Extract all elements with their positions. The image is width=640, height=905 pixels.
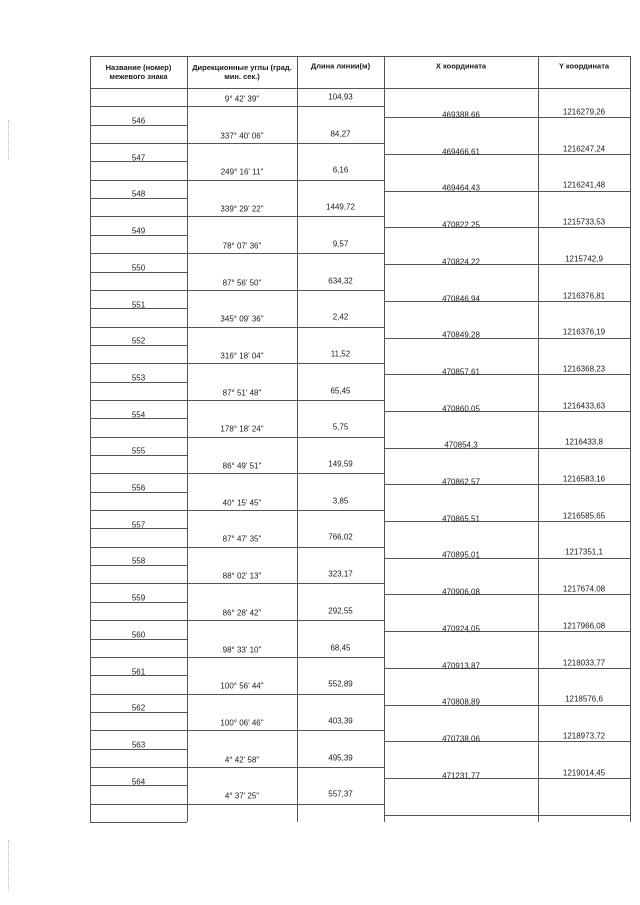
row-line xyxy=(90,694,187,695)
direction-angle: 87° 47' 35" xyxy=(222,534,262,544)
direction-angle: 78° 07' 36" xyxy=(222,241,262,251)
row-line xyxy=(384,594,630,595)
row-line xyxy=(187,620,384,621)
direction-angle: 316° 18' 04" xyxy=(220,351,264,361)
x-coordinate: 471231,77 xyxy=(442,771,480,781)
y-coordinate: 1216241,48 xyxy=(562,180,606,190)
line-length: 3,85 xyxy=(332,496,349,506)
row-line xyxy=(187,143,384,144)
row-line xyxy=(384,558,630,559)
boundary-mark-name: 553 xyxy=(131,373,146,383)
boundary-mark-name: 563 xyxy=(131,740,146,750)
row-line xyxy=(187,510,384,511)
y-coordinate: 1216433,8 xyxy=(565,437,603,447)
y-coordinate: 1216583,16 xyxy=(562,474,606,484)
direction-angle: 178° 18' 24" xyxy=(220,424,264,434)
row-line xyxy=(90,822,187,823)
header-bottom-border xyxy=(90,88,630,89)
boundary-mark-name: 557 xyxy=(131,520,146,530)
row-line xyxy=(384,374,630,375)
row-line xyxy=(187,106,384,107)
line-length: 1449,72 xyxy=(326,202,355,212)
row-line xyxy=(187,253,384,254)
row-line xyxy=(384,705,630,706)
row-line xyxy=(384,411,630,412)
line-length: 6,16 xyxy=(332,165,349,175)
x-coordinate: 470860,05 xyxy=(442,404,480,414)
row-line xyxy=(90,767,187,768)
line-length: 11,52 xyxy=(330,349,351,359)
row-line xyxy=(187,767,384,768)
line-length: 292,55 xyxy=(328,606,353,616)
row-line xyxy=(187,327,384,328)
row-line xyxy=(384,264,630,265)
boundary-mark-name: 564 xyxy=(131,777,146,787)
x-coordinate: 469464,43 xyxy=(442,183,480,193)
line-length: 403,39 xyxy=(328,716,353,726)
line-length: 104,93 xyxy=(328,92,353,102)
x-coordinate: 470738,06 xyxy=(442,734,480,744)
boundary-mark-name: 560 xyxy=(131,630,146,640)
row-line xyxy=(384,191,630,192)
row-line xyxy=(90,216,187,217)
direction-angle: 100° 56' 44" xyxy=(220,681,264,691)
x-coordinate: 470895,01 xyxy=(442,550,480,560)
y-coordinate: 1216376,81 xyxy=(562,291,606,301)
direction-angle: 100° 06' 46" xyxy=(220,718,264,728)
row-line xyxy=(90,290,187,291)
row-line xyxy=(187,437,384,438)
column-header: X координата xyxy=(435,61,487,71)
line-length: 552,89 xyxy=(328,679,353,689)
row-line xyxy=(384,741,630,742)
x-coordinate: 470854,3 xyxy=(444,440,478,450)
row-line xyxy=(384,301,630,302)
row-line xyxy=(90,106,187,107)
y-coordinate: 1216376,19 xyxy=(562,327,606,337)
boundary-mark-name: 554 xyxy=(131,410,146,420)
x-coordinate: 470824,22 xyxy=(442,257,480,267)
row-line xyxy=(187,730,384,731)
row-line xyxy=(187,216,384,217)
line-length: 766,02 xyxy=(328,532,353,542)
y-coordinate: 1216368,23 xyxy=(562,364,606,374)
row-line xyxy=(384,815,630,816)
row-line xyxy=(187,694,384,695)
row-line xyxy=(187,547,384,548)
line-length: 2,42 xyxy=(332,312,349,322)
y-coordinate: 1218973,72 xyxy=(562,731,606,741)
y-coordinate: 1217674,08 xyxy=(562,584,606,594)
direction-angle: 87° 56' 50" xyxy=(222,278,262,287)
y-coordinate: 1216585,65 xyxy=(562,511,606,521)
row-line xyxy=(384,154,630,155)
row-line xyxy=(187,180,384,181)
x-coordinate: 470913,87 xyxy=(442,661,480,671)
line-length: 68,45 xyxy=(330,643,351,652)
row-line xyxy=(187,804,384,805)
column-divider xyxy=(384,56,385,822)
row-line xyxy=(384,484,630,485)
boundary-mark-name: 552 xyxy=(131,336,146,346)
scan-margin-mark xyxy=(8,840,9,890)
column-divider xyxy=(187,56,188,822)
row-line xyxy=(90,657,187,658)
direction-angle: 339° 29' 22" xyxy=(220,204,264,214)
row-line xyxy=(90,583,187,584)
row-line xyxy=(90,363,187,364)
row-line xyxy=(90,180,187,181)
row-line xyxy=(187,400,384,401)
boundary-mark-name: 555 xyxy=(131,446,146,456)
column-divider xyxy=(297,56,298,822)
x-coordinate: 470808,89 xyxy=(442,697,480,707)
line-length: 323,17 xyxy=(328,569,353,579)
direction-angle: 249° 16' 11" xyxy=(220,167,264,177)
row-line xyxy=(384,117,630,118)
boundary-mark-name: 558 xyxy=(131,556,146,566)
y-coordinate: 1218576,6 xyxy=(565,694,603,704)
row-line xyxy=(384,778,630,779)
line-length: 5,75 xyxy=(332,422,349,432)
boundary-mark-name: 549 xyxy=(131,226,146,236)
column-divider xyxy=(538,56,539,822)
boundary-mark-name: 547 xyxy=(131,153,146,163)
row-line xyxy=(187,583,384,584)
row-line xyxy=(384,227,630,228)
column-header: Длина линии(м) xyxy=(310,61,371,71)
x-coordinate: 470865,51 xyxy=(442,514,480,524)
row-line xyxy=(384,338,630,339)
boundary-mark-name: 548 xyxy=(131,189,146,199)
row-line xyxy=(90,804,187,805)
y-coordinate: 1216247,24 xyxy=(562,144,606,154)
row-line xyxy=(90,143,187,144)
row-line xyxy=(90,473,187,474)
y-coordinate: 1216279,26 xyxy=(562,107,606,117)
line-length: 149,59 xyxy=(328,459,353,469)
row-line xyxy=(384,521,630,522)
boundary-mark-name: 556 xyxy=(131,483,146,493)
row-line xyxy=(90,437,187,438)
line-length: 495,39 xyxy=(328,753,353,763)
row-line xyxy=(187,290,384,291)
line-length: 634,32 xyxy=(328,276,353,285)
column-divider xyxy=(90,56,91,822)
x-coordinate: 470924,05 xyxy=(442,624,480,634)
row-line xyxy=(90,510,187,511)
x-coordinate: 470849,28 xyxy=(442,330,480,340)
direction-angle: 88° 02' 13" xyxy=(222,571,262,581)
y-coordinate: 1216433,63 xyxy=(562,401,606,411)
row-line xyxy=(384,668,630,669)
row-line xyxy=(384,631,630,632)
table-top-border xyxy=(90,56,630,57)
row-line xyxy=(90,253,187,254)
column-header: Название (номер) межевого знака xyxy=(105,63,172,81)
direction-angle: 40° 15' 45" xyxy=(222,498,262,508)
row-line xyxy=(187,657,384,658)
direction-angle: 345° 09' 36" xyxy=(220,314,264,324)
boundary-mark-name: 551 xyxy=(131,300,146,310)
direction-angle: 9° 42' 39" xyxy=(224,94,260,104)
column-divider xyxy=(630,56,631,822)
x-coordinate: 469388,66 xyxy=(442,110,480,120)
y-coordinate: 1217351,1 xyxy=(565,547,603,557)
y-coordinate: 1215733,53 xyxy=(562,217,606,227)
direction-angle: 98° 33' 10" xyxy=(222,645,262,654)
row-line xyxy=(90,730,187,731)
direction-angle: 4° 37' 25" xyxy=(224,791,260,801)
x-coordinate: 470846,94 xyxy=(442,294,480,304)
line-length: 84,27 xyxy=(330,129,351,139)
x-coordinate: 470906,08 xyxy=(442,587,480,597)
boundary-mark-name: 562 xyxy=(131,703,146,713)
y-coordinate: 1215742,9 xyxy=(565,254,603,264)
direction-angle: 4° 42' 58" xyxy=(224,755,260,765)
row-line xyxy=(90,547,187,548)
y-coordinate: 1217966,08 xyxy=(562,621,606,631)
row-line xyxy=(187,473,384,474)
row-line xyxy=(384,448,630,449)
boundary-mark-name: 559 xyxy=(131,593,146,603)
direction-angle: 87° 51' 48" xyxy=(222,388,262,398)
line-length: 65,45 xyxy=(330,386,351,396)
y-coordinate: 1219014,45 xyxy=(562,768,606,778)
column-header: Y координата xyxy=(558,61,610,71)
scan-margin-mark xyxy=(8,120,9,160)
column-header: Дирекционные углы (град. мин. сек.) xyxy=(192,63,292,81)
row-line xyxy=(90,327,187,328)
row-line xyxy=(187,363,384,364)
x-coordinate: 470822,25 xyxy=(442,220,480,230)
direction-angle: 337° 40' 06" xyxy=(220,131,264,141)
line-length: 557,37 xyxy=(328,789,353,799)
line-length: 9,57 xyxy=(332,239,349,249)
y-coordinate: 1218033,77 xyxy=(562,658,606,668)
x-coordinate: 469466,61 xyxy=(442,147,480,157)
row-line xyxy=(90,400,187,401)
boundary-mark-name: 550 xyxy=(131,263,146,273)
boundary-mark-name: 561 xyxy=(131,667,146,677)
boundary-mark-name: 546 xyxy=(131,116,146,126)
x-coordinate: 470857,61 xyxy=(442,367,480,377)
direction-angle: 86° 49' 51" xyxy=(222,461,262,471)
direction-angle: 86° 28' 42" xyxy=(222,608,262,618)
row-line xyxy=(90,620,187,621)
x-coordinate: 470862,57 xyxy=(442,477,480,487)
